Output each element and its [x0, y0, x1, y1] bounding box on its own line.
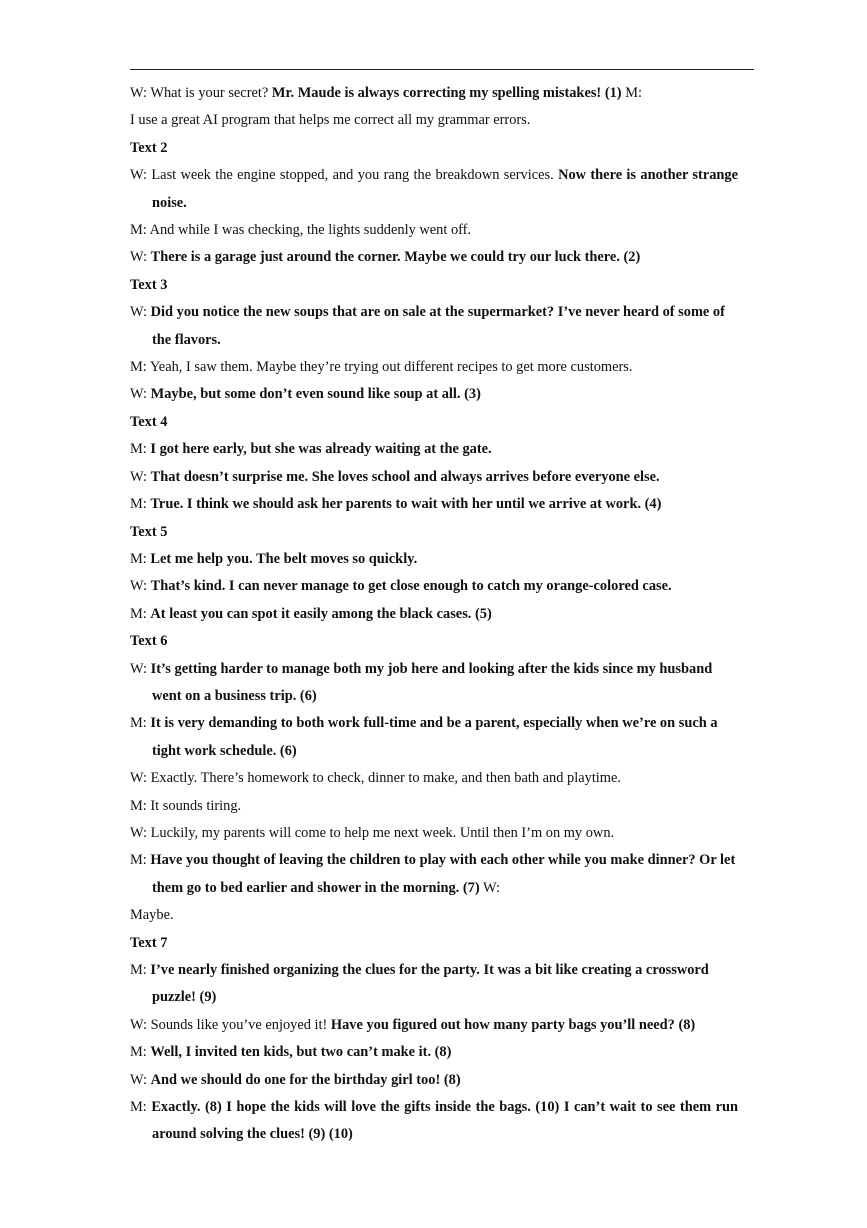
plain-text: I use a great AI program that helps me correct all my grammar errors. — [130, 112, 531, 129]
plain-text: W: What is your secret? — [130, 85, 272, 101]
bold-text: There is a garage just around the corner. Maybe we could try our luck there. (2) — [150, 249, 641, 266]
plain-text: W: — [479, 879, 501, 896]
bold-text: Have you figured out how many party bags you’ll need? (8) — [330, 1016, 696, 1033]
section-heading: Text 2 — [130, 139, 168, 156]
plain-text: M: — [130, 1099, 152, 1116]
bold-text: It’s getting harder to manage both my job here and looking after the kids since my husband went on a business trip. (6) — [150, 660, 713, 704]
dialogue-line — [130, 80, 738, 107]
dialogue-line — [130, 162, 738, 217]
section-heading: Text 3 — [130, 276, 168, 293]
plain-text: M: And while I was checking, the lights suddenly went off. — [130, 222, 472, 239]
plain-text: W: — [130, 386, 151, 403]
dialogue-line — [130, 354, 738, 381]
bold-text: I got here early, but she was already waiting at the gate. — [150, 441, 492, 458]
plain-text: M: — [130, 715, 151, 732]
dialogue-line — [130, 1012, 738, 1039]
section-heading: Text 5 — [130, 523, 168, 540]
bold-text: Well, I invited ten kids, but two can’t make it. (8) — [150, 1044, 452, 1061]
plain-text: W: Exactly. There’s homework to check, dinner to make, and then bath and playtime. — [130, 770, 621, 787]
transcript-document — [130, 80, 738, 1149]
dialogue-line — [130, 847, 738, 902]
dialogue-line — [130, 820, 738, 847]
section-heading: Text 7 — [130, 934, 168, 951]
dialogue-line — [130, 765, 738, 792]
dialogue-line — [130, 244, 738, 271]
bold-text: Have you thought of leaving the children to play with each other while you make dinner? Or let them go to bed earlier and shower in the morning. (7) — [150, 852, 736, 896]
bold-text: True. I think we should ask her parents to wait with her until we arrive at work. (4) — [150, 496, 662, 513]
plain-text: M: — [130, 441, 151, 458]
plain-text: W: — [130, 1071, 151, 1088]
bold-text: That’s kind. I can never manage to get close enough to catch my orange-colored case. — [150, 578, 672, 595]
dialogue-line — [130, 656, 738, 711]
dialogue-line — [130, 546, 738, 573]
section-heading: Text 6 — [130, 633, 168, 650]
bold-text: Mr. Maude is always correcting my spelling mistakes! (1) — [271, 85, 622, 101]
bold-text: It is very demanding to both work full-time and be a parent, especially when we’re on such a tight work schedule. (6) — [150, 715, 718, 759]
plain-text: M: — [130, 496, 151, 513]
dialogue-line — [130, 436, 738, 463]
plain-text: W: — [130, 578, 151, 595]
dialogue-line — [130, 601, 738, 628]
dialogue-line — [130, 573, 738, 600]
dialogue-line — [130, 902, 738, 929]
plain-text: W: — [130, 468, 151, 485]
bold-text: Let me help you. The belt moves so quickly. — [150, 550, 418, 567]
plain-text: M: — [621, 85, 643, 101]
dialogue-line — [130, 1039, 738, 1066]
plain-text: M: — [130, 605, 151, 622]
plain-text: W: — [130, 660, 151, 677]
dialogue-line — [130, 793, 738, 820]
dialogue-line — [130, 1067, 738, 1094]
dialogue-line — [130, 299, 738, 354]
section-heading: Text 4 — [130, 413, 168, 430]
bold-text: Exactly. (8) I hope the kids will love the gifts inside the bags. (10) I can’t wait to see them run around solving the clues! (9) (10) — [151, 1099, 738, 1143]
dialogue-line — [130, 217, 738, 244]
plain-text: W: Last week the engine stopped, and you rang the breakdown services. — [130, 167, 559, 184]
plain-text: M: — [130, 852, 151, 869]
dialogue-line — [130, 1094, 738, 1149]
dialogue-line — [130, 464, 738, 491]
bold-text: At least you can spot it easily among the black cases. (5) — [150, 605, 492, 622]
plain-text: M: — [130, 962, 151, 978]
dialogue-line — [130, 710, 738, 765]
dialogue-line — [130, 107, 738, 134]
plain-text: W: Luckily, my parents will come to help me next week. Until then I’m on my own. — [130, 824, 615, 841]
plain-text: M: It sounds tiring. — [130, 797, 242, 814]
bold-text: Maybe, but some don’t even sound like soup at all. (3) — [150, 386, 481, 403]
plain-text: M: — [130, 550, 151, 567]
plain-text: M: Yeah, I saw them. Maybe they’re trying out different recipes to get more customers. — [130, 359, 633, 376]
bold-text: That doesn’t surprise me. She loves school and always arrives before everyone else. — [150, 468, 660, 485]
bold-text: And we should do one for the birthday girl too! (8) — [150, 1071, 461, 1088]
header-rule — [130, 69, 754, 70]
dialogue-line — [130, 957, 738, 1012]
plain-text: Maybe. — [130, 907, 174, 924]
dialogue-line — [130, 491, 738, 518]
plain-text: W: — [130, 249, 151, 266]
bold-text: Did you notice the new soups that are on sale at the supermarket? I’ve never heard of some of the flavors. — [150, 304, 725, 348]
plain-text: M: — [130, 1044, 151, 1061]
bold-text: I’ve nearly finished organizing the clues for the party. It was a bit like creating a crossword puzzle! (9) — [150, 962, 709, 1006]
plain-text: W: — [130, 304, 151, 321]
plain-text: W: Sounds like you’ve enjoyed it! — [130, 1016, 331, 1033]
bold-text: Now there is another strange noise. — [152, 167, 738, 211]
dialogue-line — [130, 381, 738, 408]
